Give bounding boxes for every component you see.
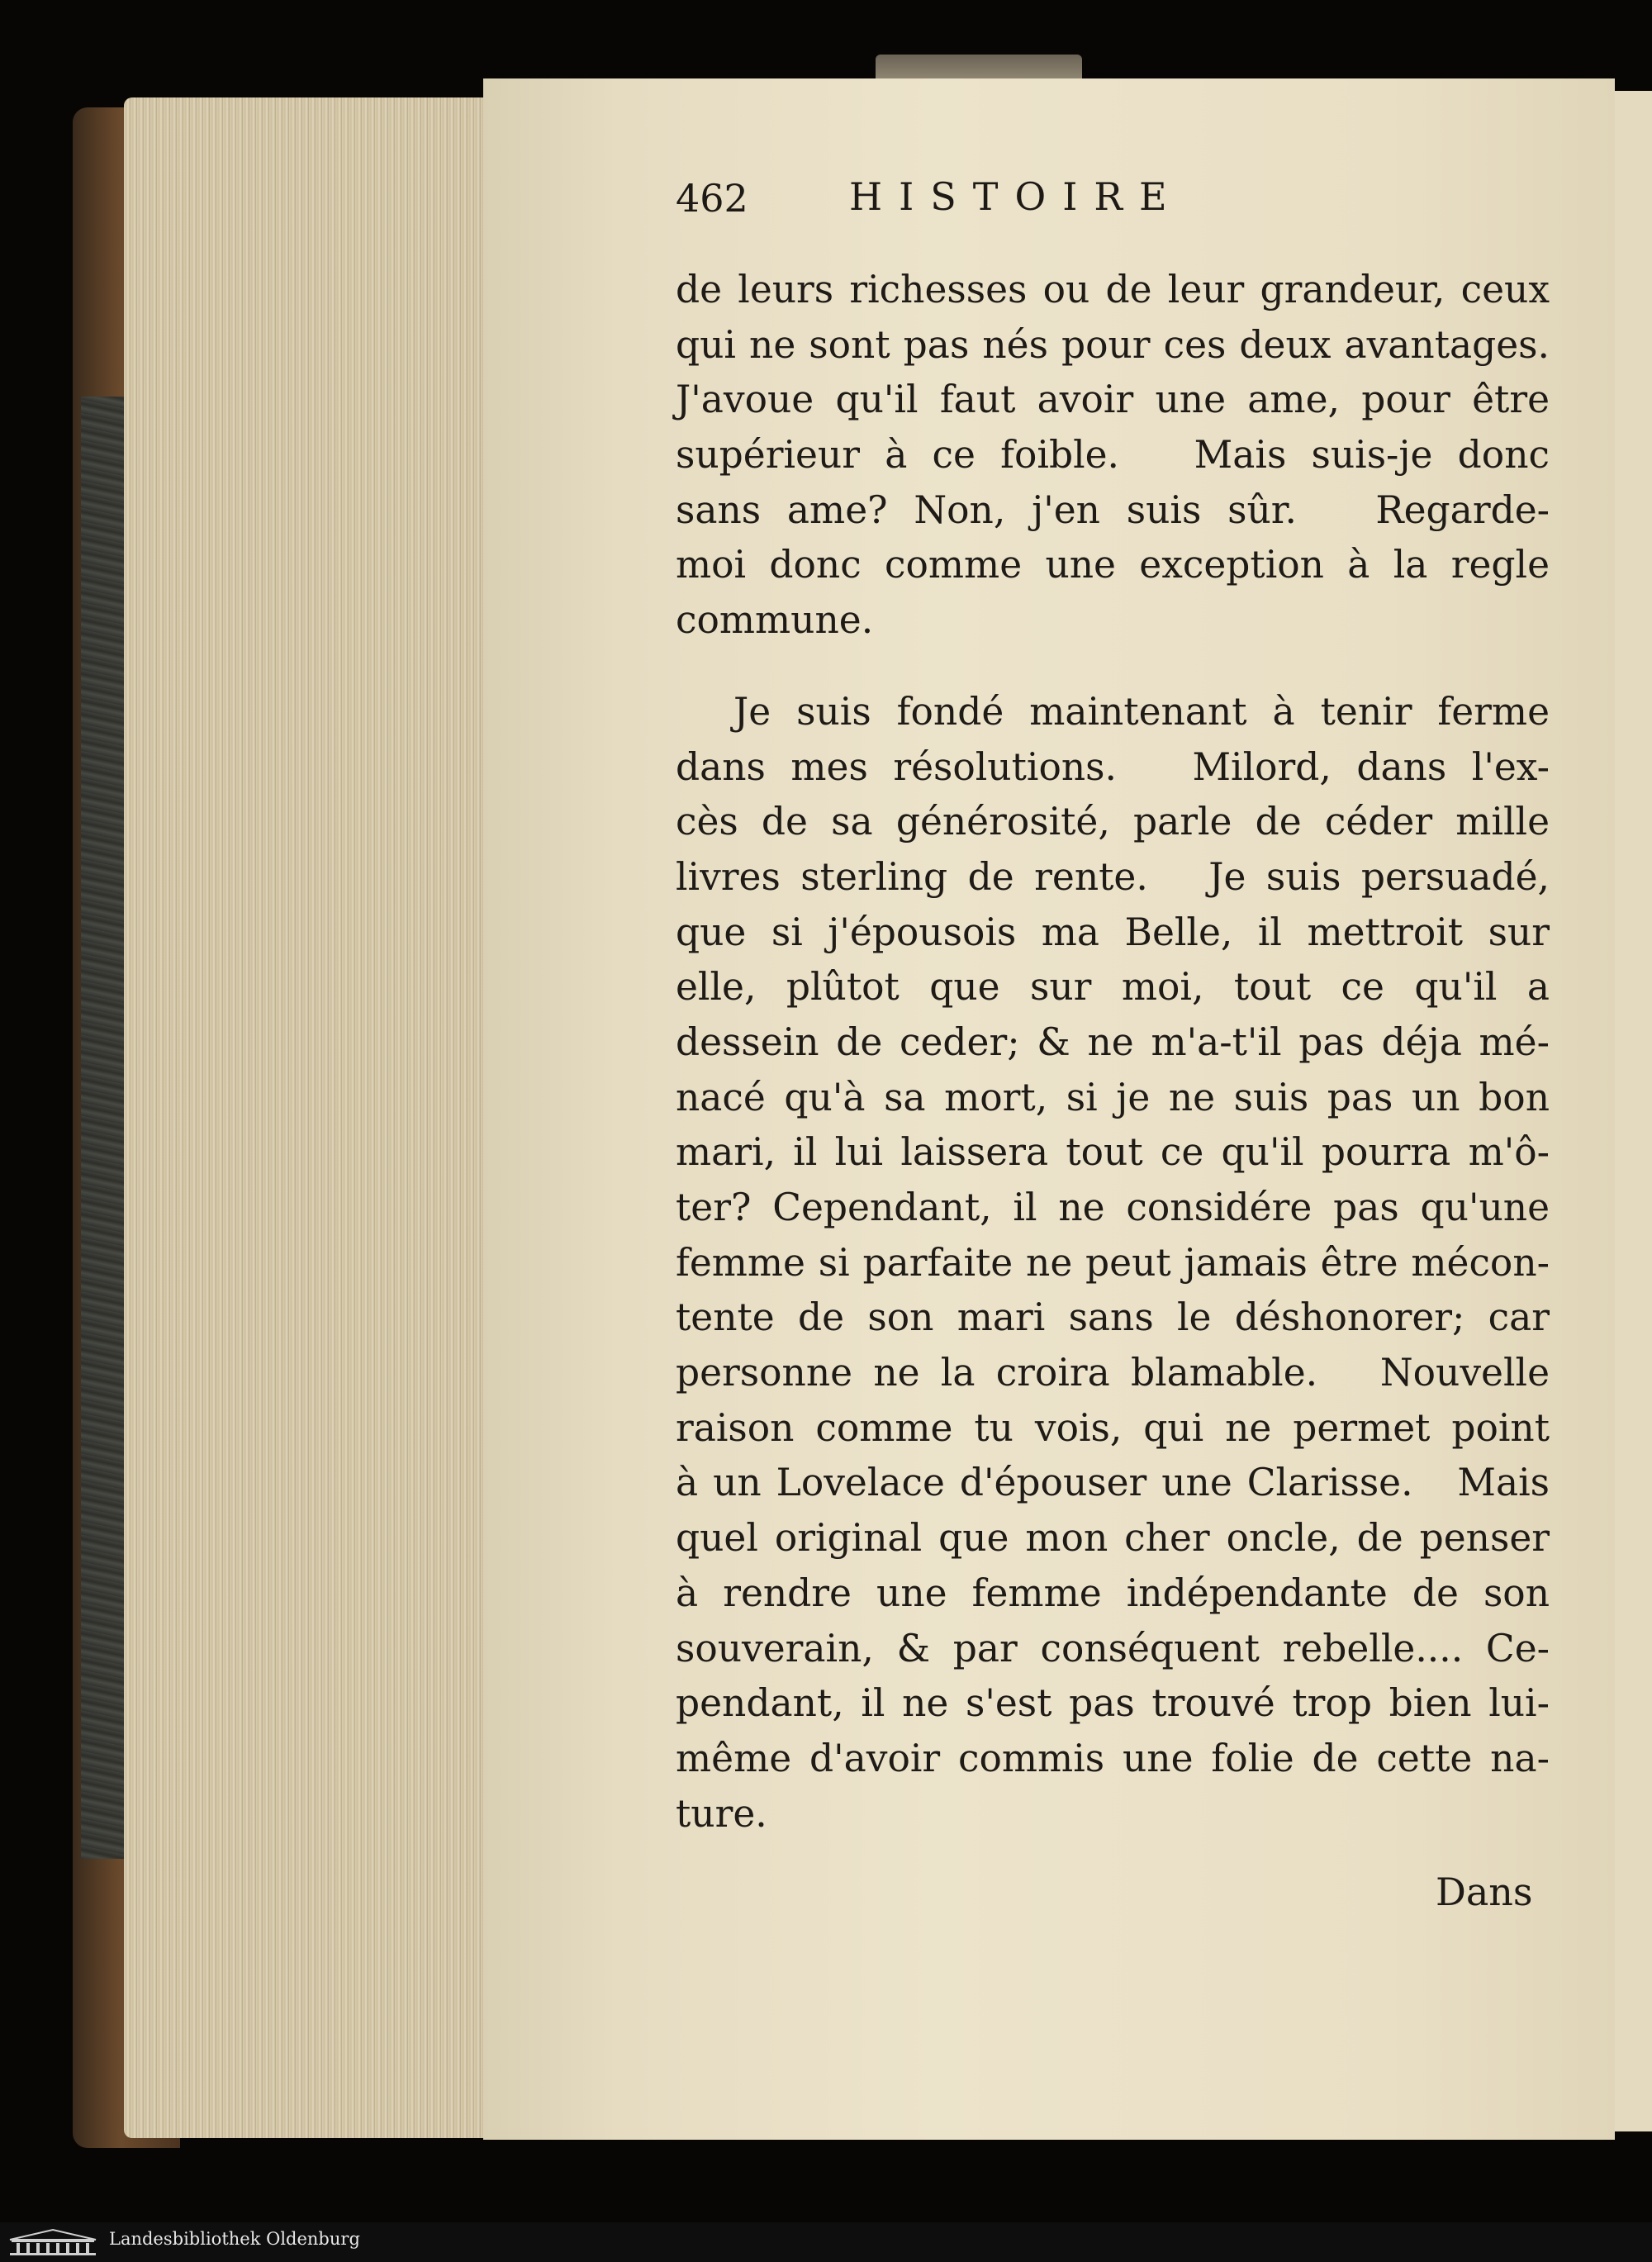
text-line: raison comme tu vois, qui ne permet point <box>676 1405 1550 1450</box>
text-line: à rendre une femme indépendante de son <box>676 1571 1550 1615</box>
text-line: mari, il lui laissera tout ce qu'il pourra m'ô- <box>676 1130 1550 1175</box>
text-line: dans mes résolutions. Milord, dans l'ex- <box>676 744 1550 789</box>
text-line: pendant, il ne s'est pas trouvé trop bien lui- <box>676 1681 1550 1726</box>
catchword: Dans <box>1436 1870 1533 1914</box>
page-body <box>676 263 1550 1841</box>
text-line: elle, plûtot que sur moi, tout ce qu'il a <box>676 965 1550 1010</box>
footer-label: Landesbibliothek Oldenburg <box>109 2229 360 2249</box>
text-line: qui ne sont pas nés pour ces deux avantages. <box>676 322 1550 367</box>
text-line: à un Lovelace d'épouser une Clarisse. Mais <box>676 1461 1550 1505</box>
text-line: J'avoue qu'il faut avoir une ame, pour être <box>676 378 1550 422</box>
running-title: HISTOIRE <box>849 174 1184 219</box>
text-line: tente de son mari sans le déshonorer; car <box>676 1295 1550 1340</box>
text-line: nacé qu'à sa mort, si je ne suis pas un bon <box>676 1075 1550 1119</box>
text-line: Je suis fondé maintenant à tenir ferme <box>733 689 1550 734</box>
text-line: livres sterling de rente. Je suis persuadé, <box>676 854 1550 899</box>
page-number: 462 <box>676 176 748 221</box>
library-building-icon <box>7 2228 99 2256</box>
text-line: commune. <box>676 598 874 643</box>
page-edges <box>124 97 483 2138</box>
text-line: moi donc comme une exception à la regle <box>676 543 1550 587</box>
text-line: personne ne la croira blamable. Nouvelle <box>676 1351 1550 1395</box>
text-line: ture. <box>676 1791 767 1836</box>
text-line: cès de sa générosité, parle de céder mille <box>676 800 1550 844</box>
running-head <box>676 176 1303 226</box>
text-line: même d'avoir commis une folie de cette na- <box>676 1736 1550 1780</box>
paragraph-gap <box>676 649 1550 685</box>
text-line: que si j'épousois ma Belle, il mettroit sur <box>676 910 1550 954</box>
text-line: femme si parfaite ne peut jamais être mécon- <box>676 1240 1550 1285</box>
text-line: dessein de ceder; & ne m'a-t'il pas déja mé- <box>676 1019 1550 1064</box>
text-line: supérieur à ce foible. Mais suis-je donc <box>676 433 1550 478</box>
text-line: de leurs richesses ou de leur grandeur, ceux <box>676 268 1550 311</box>
text-line: souverain, & par conséquent rebelle.... Ce- <box>676 1626 1550 1670</box>
text-line: ter? Cependant, il ne considére pas qu'une <box>676 1186 1550 1229</box>
footer-bar <box>0 2222 1652 2262</box>
text-line: quel original que mon cher oncle, de penser <box>676 1516 1550 1561</box>
text-line: sans ame? Non, j'en suis sûr. Regarde- <box>676 487 1550 532</box>
